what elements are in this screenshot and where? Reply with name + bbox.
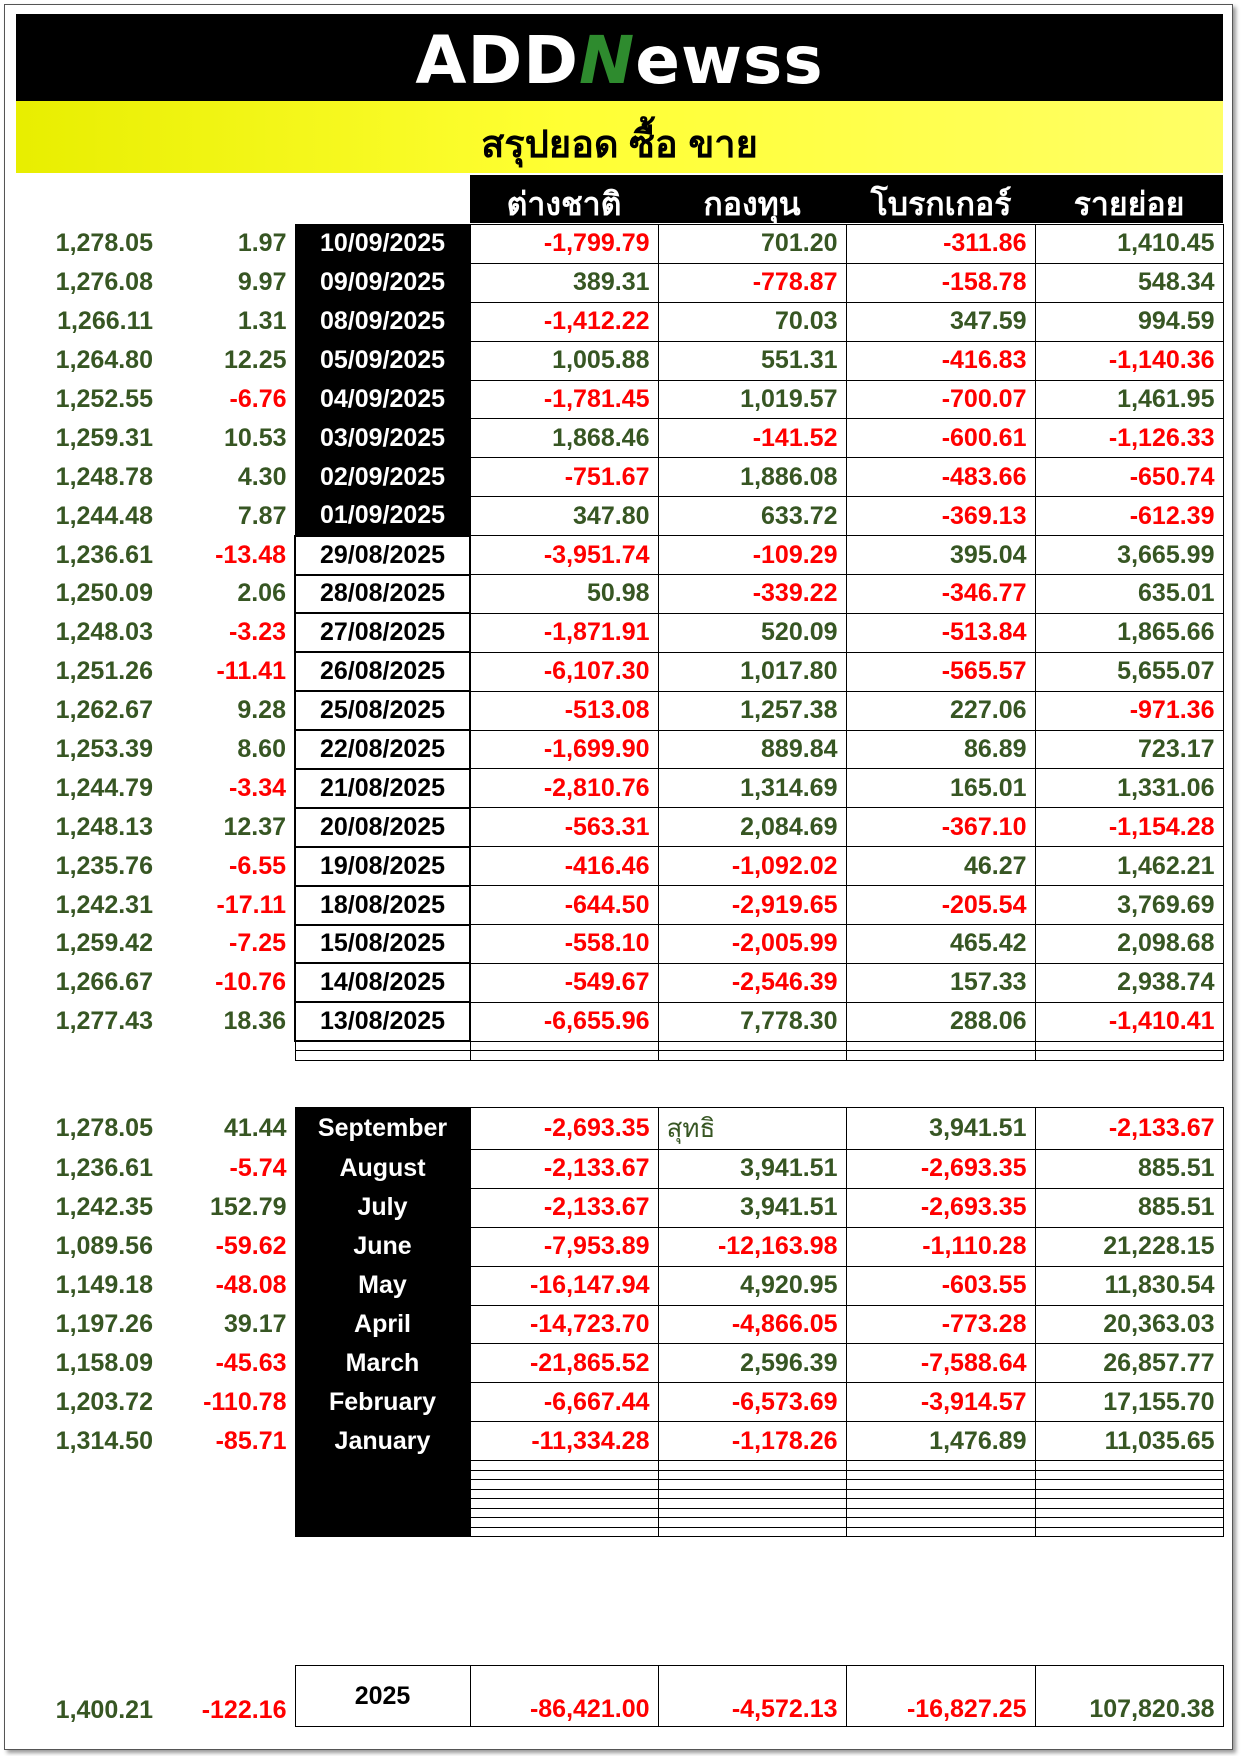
broker-net: 3,941.51 <box>846 1108 1035 1150</box>
trade-date: 03/09/2025 <box>295 419 470 458</box>
table-row <box>36 1188 1223 1227</box>
trade-date: 15/08/2025 <box>295 925 470 964</box>
index-change: -45.63 <box>215 1348 287 1377</box>
set-index: 1,149.18 <box>55 1271 153 1300</box>
table-row <box>36 1344 1223 1383</box>
index-change: -48.08 <box>215 1271 287 1300</box>
set-index: 1,236.61 <box>55 1154 153 1183</box>
broker-net: 1,476.89 <box>846 1422 1035 1461</box>
set-index: 1,248.03 <box>55 618 153 647</box>
retail-net: 885.51 <box>1035 1150 1223 1189</box>
retail-net: 20,363.03 <box>1035 1305 1223 1344</box>
broker-net: -205.54 <box>846 886 1035 925</box>
broker-net: -773.28 <box>846 1305 1035 1344</box>
broker-net: -7,588.64 <box>846 1344 1035 1383</box>
set-index: 1,314.50 <box>55 1426 153 1455</box>
retail-net: 1,331.06 <box>1035 769 1223 808</box>
broker-net: 46.27 <box>846 847 1035 886</box>
spacer-row <box>36 1041 1223 1051</box>
index-change: -5.74 <box>229 1154 287 1183</box>
table-row <box>36 575 1223 614</box>
broker-net: -346.77 <box>846 575 1035 614</box>
broker-net: -158.78 <box>846 263 1035 302</box>
fund-net: 1,314.69 <box>658 769 846 808</box>
fund-net: -2,546.39 <box>658 963 846 1002</box>
set-index: 1,242.31 <box>55 890 153 919</box>
month-name: January <box>295 1422 470 1461</box>
retail-net: 1,865.66 <box>1035 613 1223 652</box>
broker-net: -367.10 <box>846 808 1035 847</box>
fund-net: -12,163.98 <box>658 1227 846 1266</box>
title-banner <box>16 101 1223 173</box>
monthly-table <box>36 1107 1224 1537</box>
trade-date: 28/08/2025 <box>295 575 470 614</box>
foreign-net: 50.98 <box>470 575 658 614</box>
foreign-net: 1,005.88 <box>470 341 658 380</box>
fund-net: 633.72 <box>658 497 846 536</box>
empty-row <box>36 1489 1223 1499</box>
empty-row <box>36 1508 1223 1518</box>
index-change: 39.17 <box>223 1310 287 1338</box>
retail-net: 17,155.70 <box>1035 1383 1223 1422</box>
broker-net: 465.42 <box>846 925 1035 964</box>
total-index: 1,400.21 <box>55 1695 153 1724</box>
index-change: -59.62 <box>215 1232 287 1261</box>
fund-net: 3,941.51 <box>658 1188 846 1227</box>
set-index: 1,278.05 <box>55 1114 153 1142</box>
set-index: 1,259.31 <box>55 423 153 452</box>
retail-net: -1,154.28 <box>1035 808 1223 847</box>
table-row <box>36 769 1223 808</box>
retail-net: 2,098.68 <box>1035 925 1223 964</box>
trade-date: 10/09/2025 <box>295 225 470 264</box>
fund-net: 1,017.80 <box>658 652 846 691</box>
fund-net: -778.87 <box>658 263 846 302</box>
total-foreign: -86,421.00 <box>470 1666 658 1727</box>
broker-net: -416.83 <box>846 341 1035 380</box>
trade-date: 22/08/2025 <box>295 730 470 769</box>
month-name: April <box>295 1305 470 1344</box>
broker-net: 395.04 <box>846 536 1035 575</box>
foreign-net: -2,133.67 <box>470 1150 658 1189</box>
fund-net: 4,920.95 <box>658 1266 846 1305</box>
retail-net: -971.36 <box>1035 691 1223 730</box>
retail-net: 1,410.45 <box>1035 225 1223 264</box>
broker-net: -700.07 <box>846 380 1035 419</box>
table-row <box>36 302 1223 341</box>
fund-net: -2,005.99 <box>658 925 846 964</box>
retail-net: 994.59 <box>1035 302 1223 341</box>
retail-net: 723.17 <box>1035 730 1223 769</box>
column-headers <box>470 175 1223 223</box>
total-row <box>36 1666 1223 1727</box>
fund-net: -6,573.69 <box>658 1383 846 1422</box>
month-name: June <box>295 1227 470 1266</box>
retail-net: -650.74 <box>1035 458 1223 497</box>
index-change: -11.41 <box>216 657 286 686</box>
foreign-net: -14,723.70 <box>470 1305 658 1344</box>
col-foreign: ต่างชาติ <box>506 186 622 222</box>
foreign-net: -7,953.89 <box>470 1227 658 1266</box>
broker-net: -2,693.35 <box>846 1150 1035 1189</box>
set-index: 1,277.43 <box>55 1007 153 1036</box>
foreign-net: -6,107.30 <box>470 652 658 691</box>
table-row <box>36 1422 1223 1461</box>
retail-net: -1,410.41 <box>1035 1002 1223 1041</box>
set-index: 1,262.67 <box>55 696 153 725</box>
index-change: 12.37 <box>223 812 286 841</box>
foreign-net: -563.31 <box>470 808 658 847</box>
retail-net: 3,769.69 <box>1035 886 1223 925</box>
foreign-net: -549.67 <box>470 963 658 1002</box>
index-change: 7.87 <box>237 501 287 530</box>
fund-net: 3,941.51 <box>658 1150 846 1189</box>
table-row <box>36 613 1223 652</box>
retail-net: 1,461.95 <box>1035 380 1223 419</box>
foreign-net: -2,810.76 <box>470 769 658 808</box>
foreign-net: -2,693.35 <box>470 1108 658 1150</box>
table-row <box>36 730 1223 769</box>
trade-date: 18/08/2025 <box>295 886 470 925</box>
foreign-net: 1,868.46 <box>470 419 658 458</box>
retail-net: -1,140.36 <box>1035 341 1223 380</box>
empty-row <box>36 1527 1223 1537</box>
index-change: -17.11 <box>216 890 286 919</box>
index-change: -3.34 <box>229 773 286 802</box>
index-change: 2.06 <box>237 579 286 608</box>
retail-net: 21,228.15 <box>1035 1227 1223 1266</box>
index-change: 18.36 <box>223 1007 286 1036</box>
foreign-net: -21,865.52 <box>470 1344 658 1383</box>
fund-net: 1,886.08 <box>658 458 846 497</box>
set-index: 1,266.11 <box>57 307 153 336</box>
set-index: 1,248.78 <box>55 462 153 491</box>
trade-date: 05/09/2025 <box>295 341 470 380</box>
month-name: August <box>295 1150 470 1189</box>
spacer-row <box>36 1051 1223 1061</box>
table-row <box>36 263 1223 302</box>
fund-net: -141.52 <box>658 419 846 458</box>
table-row <box>36 497 1223 536</box>
foreign-net: -6,655.96 <box>470 1002 658 1041</box>
broker-net: -311.86 <box>846 225 1035 264</box>
broker-net: -565.57 <box>846 652 1035 691</box>
set-index: 1,266.67 <box>55 968 153 997</box>
index-change: 9.28 <box>237 696 286 725</box>
page-title: สรุปยอด ซื้อ ขาย <box>481 124 758 166</box>
empty-row <box>36 1461 1223 1471</box>
foreign-net: -11,334.28 <box>470 1422 658 1461</box>
fund-net: 701.20 <box>658 225 846 264</box>
retail-net: 1,462.21 <box>1035 847 1223 886</box>
set-index: 1,242.35 <box>55 1193 153 1222</box>
table-row <box>36 1227 1223 1266</box>
index-change: 1.31 <box>237 307 287 336</box>
foreign-net: -1,412.22 <box>470 302 658 341</box>
trade-date: 19/08/2025 <box>295 847 470 886</box>
month-name: February <box>295 1383 470 1422</box>
table-row <box>36 691 1223 730</box>
set-index: 1,244.48 <box>55 501 153 530</box>
index-change: -6.76 <box>229 385 287 413</box>
foreign-net: -416.46 <box>470 847 658 886</box>
broker-net: 227.06 <box>846 691 1035 730</box>
fund-net: -339.22 <box>658 575 846 614</box>
table-row <box>36 1305 1223 1344</box>
foreign-net: -1,799.79 <box>470 225 658 264</box>
total-year: 2025 <box>295 1666 470 1727</box>
foreign-net: -1,781.45 <box>470 380 658 419</box>
trade-date: 13/08/2025 <box>295 1002 470 1041</box>
table-row <box>36 925 1223 964</box>
set-index: 1,252.55 <box>55 385 153 413</box>
index-change: 9.97 <box>237 268 287 297</box>
trade-date: 29/08/2025 <box>295 536 470 575</box>
set-index: 1,278.05 <box>55 229 153 258</box>
empty-row <box>36 1480 1223 1490</box>
foreign-net: -3,951.74 <box>470 536 658 575</box>
table-row <box>36 886 1223 925</box>
col-broker: โบรกเกอร์ <box>870 186 1012 222</box>
foreign-net: 389.31 <box>470 263 658 302</box>
fund-net: สุทธิ <box>658 1108 846 1150</box>
retail-net: 11,035.65 <box>1035 1422 1223 1461</box>
index-change: -110.78 <box>203 1387 287 1416</box>
index-change: -6.55 <box>229 851 286 880</box>
empty-row <box>36 1499 1223 1509</box>
foreign-net: -751.67 <box>470 458 658 497</box>
fund-net: -109.29 <box>658 536 846 575</box>
index-change: -7.25 <box>229 929 286 958</box>
set-index: 1,158.09 <box>55 1348 153 1377</box>
broker-net: 288.06 <box>846 1002 1035 1041</box>
foreign-net: -16,147.94 <box>470 1266 658 1305</box>
fund-net: 889.84 <box>658 730 846 769</box>
index-change: 12.25 <box>223 346 287 375</box>
table-row <box>36 458 1223 497</box>
set-index: 1,264.80 <box>55 346 153 375</box>
foreign-net: -2,133.67 <box>470 1188 658 1227</box>
fund-net: 7,778.30 <box>658 1002 846 1041</box>
trade-date: 01/09/2025 <box>295 497 470 536</box>
set-index: 1,235.76 <box>55 851 153 880</box>
trade-date: 20/08/2025 <box>295 808 470 847</box>
broker-net: -483.66 <box>846 458 1035 497</box>
broker-net: -600.61 <box>846 419 1035 458</box>
fund-net: -1,178.26 <box>658 1422 846 1461</box>
trade-date: 09/09/2025 <box>295 263 470 302</box>
trade-date: 04/09/2025 <box>295 380 470 419</box>
foreign-net: 347.80 <box>470 497 658 536</box>
month-name: September <box>295 1108 470 1150</box>
set-index: 1,203.72 <box>55 1387 153 1416</box>
total-change: -122.16 <box>201 1695 287 1724</box>
col-retail: รายย่อย <box>1073 186 1185 222</box>
broker-net: -369.13 <box>846 497 1035 536</box>
foreign-net: -558.10 <box>470 925 658 964</box>
broker-net: -3,914.57 <box>846 1383 1035 1422</box>
broker-net: 86.89 <box>846 730 1035 769</box>
table-row <box>36 1266 1223 1305</box>
set-index: 1,244.79 <box>55 773 153 802</box>
set-index: 1,253.39 <box>55 735 153 764</box>
set-index: 1,276.08 <box>55 268 153 297</box>
index-change: -85.71 <box>215 1426 287 1455</box>
fund-net: 70.03 <box>658 302 846 341</box>
trade-date: 02/09/2025 <box>295 458 470 497</box>
broker-net: -1,110.28 <box>846 1227 1035 1266</box>
broker-net: 157.33 <box>846 963 1035 1002</box>
trade-date: 08/09/2025 <box>295 302 470 341</box>
table-row <box>36 536 1223 575</box>
fund-net: 520.09 <box>658 613 846 652</box>
total-fund: -4,572.13 <box>658 1666 846 1727</box>
table-row <box>36 341 1223 380</box>
broker-net: -513.84 <box>846 613 1035 652</box>
broker-net: 347.59 <box>846 302 1035 341</box>
col-fund: กองทุน <box>703 186 801 222</box>
table-row <box>36 1108 1223 1150</box>
retail-net: -612.39 <box>1035 497 1223 536</box>
index-change: 4.30 <box>237 462 287 491</box>
trade-date: 26/08/2025 <box>295 652 470 691</box>
empty-row <box>36 1518 1223 1528</box>
fund-net: -4,866.05 <box>658 1305 846 1344</box>
index-change: -3.23 <box>229 618 286 647</box>
set-index: 1,236.61 <box>55 540 153 569</box>
index-change: 152.79 <box>210 1193 287 1222</box>
retail-net: 2,938.74 <box>1035 963 1223 1002</box>
retail-net: -2,133.67 <box>1035 1108 1223 1150</box>
broker-net: -603.55 <box>846 1266 1035 1305</box>
month-name: May <box>295 1266 470 1305</box>
set-index: 1,197.26 <box>55 1310 153 1338</box>
foreign-net: -1,871.91 <box>470 613 658 652</box>
addnewss-logo: ADDNewss <box>415 22 824 99</box>
retail-net: 11,830.54 <box>1035 1266 1223 1305</box>
retail-net: 885.51 <box>1035 1188 1223 1227</box>
table-row <box>36 1150 1223 1189</box>
fund-net: 1,257.38 <box>658 691 846 730</box>
set-index: 1,250.09 <box>55 579 153 608</box>
month-name: July <box>295 1188 470 1227</box>
foreign-net: -1,699.90 <box>470 730 658 769</box>
index-change: 10.53 <box>223 423 287 452</box>
fund-net: -2,919.65 <box>658 886 846 925</box>
index-change: -10.76 <box>215 968 286 997</box>
trade-date: 14/08/2025 <box>295 963 470 1002</box>
index-change: 1.97 <box>237 229 287 258</box>
retail-net: 3,665.99 <box>1035 536 1223 575</box>
foreign-net: -644.50 <box>470 886 658 925</box>
fund-net: 551.31 <box>658 341 846 380</box>
retail-net: 5,655.07 <box>1035 652 1223 691</box>
fund-net: -1,092.02 <box>658 847 846 886</box>
table-row <box>36 963 1223 1002</box>
index-change: 8.60 <box>237 735 286 764</box>
total-table <box>36 1665 1224 1727</box>
foreign-net: -6,667.44 <box>470 1383 658 1422</box>
month-name: March <box>295 1344 470 1383</box>
fund-net: 1,019.57 <box>658 380 846 419</box>
table-row <box>36 808 1223 847</box>
set-index: 1,089.56 <box>55 1232 153 1261</box>
fund-net: 2,596.39 <box>658 1344 846 1383</box>
table-row <box>36 652 1223 691</box>
retail-net: 26,857.77 <box>1035 1344 1223 1383</box>
index-change: 41.44 <box>223 1114 287 1142</box>
table-row <box>36 380 1223 419</box>
set-index: 1,248.13 <box>55 812 153 841</box>
retail-net: 548.34 <box>1035 263 1223 302</box>
table-row <box>36 419 1223 458</box>
trade-date: 21/08/2025 <box>295 769 470 808</box>
trade-date: 25/08/2025 <box>295 691 470 730</box>
brand-header <box>16 14 1223 101</box>
empty-row <box>36 1470 1223 1480</box>
daily-table <box>36 224 1224 1061</box>
set-index: 1,259.42 <box>55 929 153 958</box>
set-index: 1,251.26 <box>55 657 153 686</box>
foreign-net: -513.08 <box>470 691 658 730</box>
retail-net: 635.01 <box>1035 575 1223 614</box>
table-row <box>36 847 1223 886</box>
table-row <box>36 225 1223 264</box>
table-row <box>36 1383 1223 1422</box>
broker-net: 165.01 <box>846 769 1035 808</box>
broker-net: -2,693.35 <box>846 1188 1035 1227</box>
retail-net: -1,126.33 <box>1035 419 1223 458</box>
total-retail: 107,820.38 <box>1035 1666 1223 1727</box>
fund-net: 2,084.69 <box>658 808 846 847</box>
trade-date: 27/08/2025 <box>295 613 470 652</box>
table-row <box>36 1002 1223 1041</box>
index-change: -13.48 <box>215 540 286 569</box>
total-broker: -16,827.25 <box>846 1666 1035 1727</box>
